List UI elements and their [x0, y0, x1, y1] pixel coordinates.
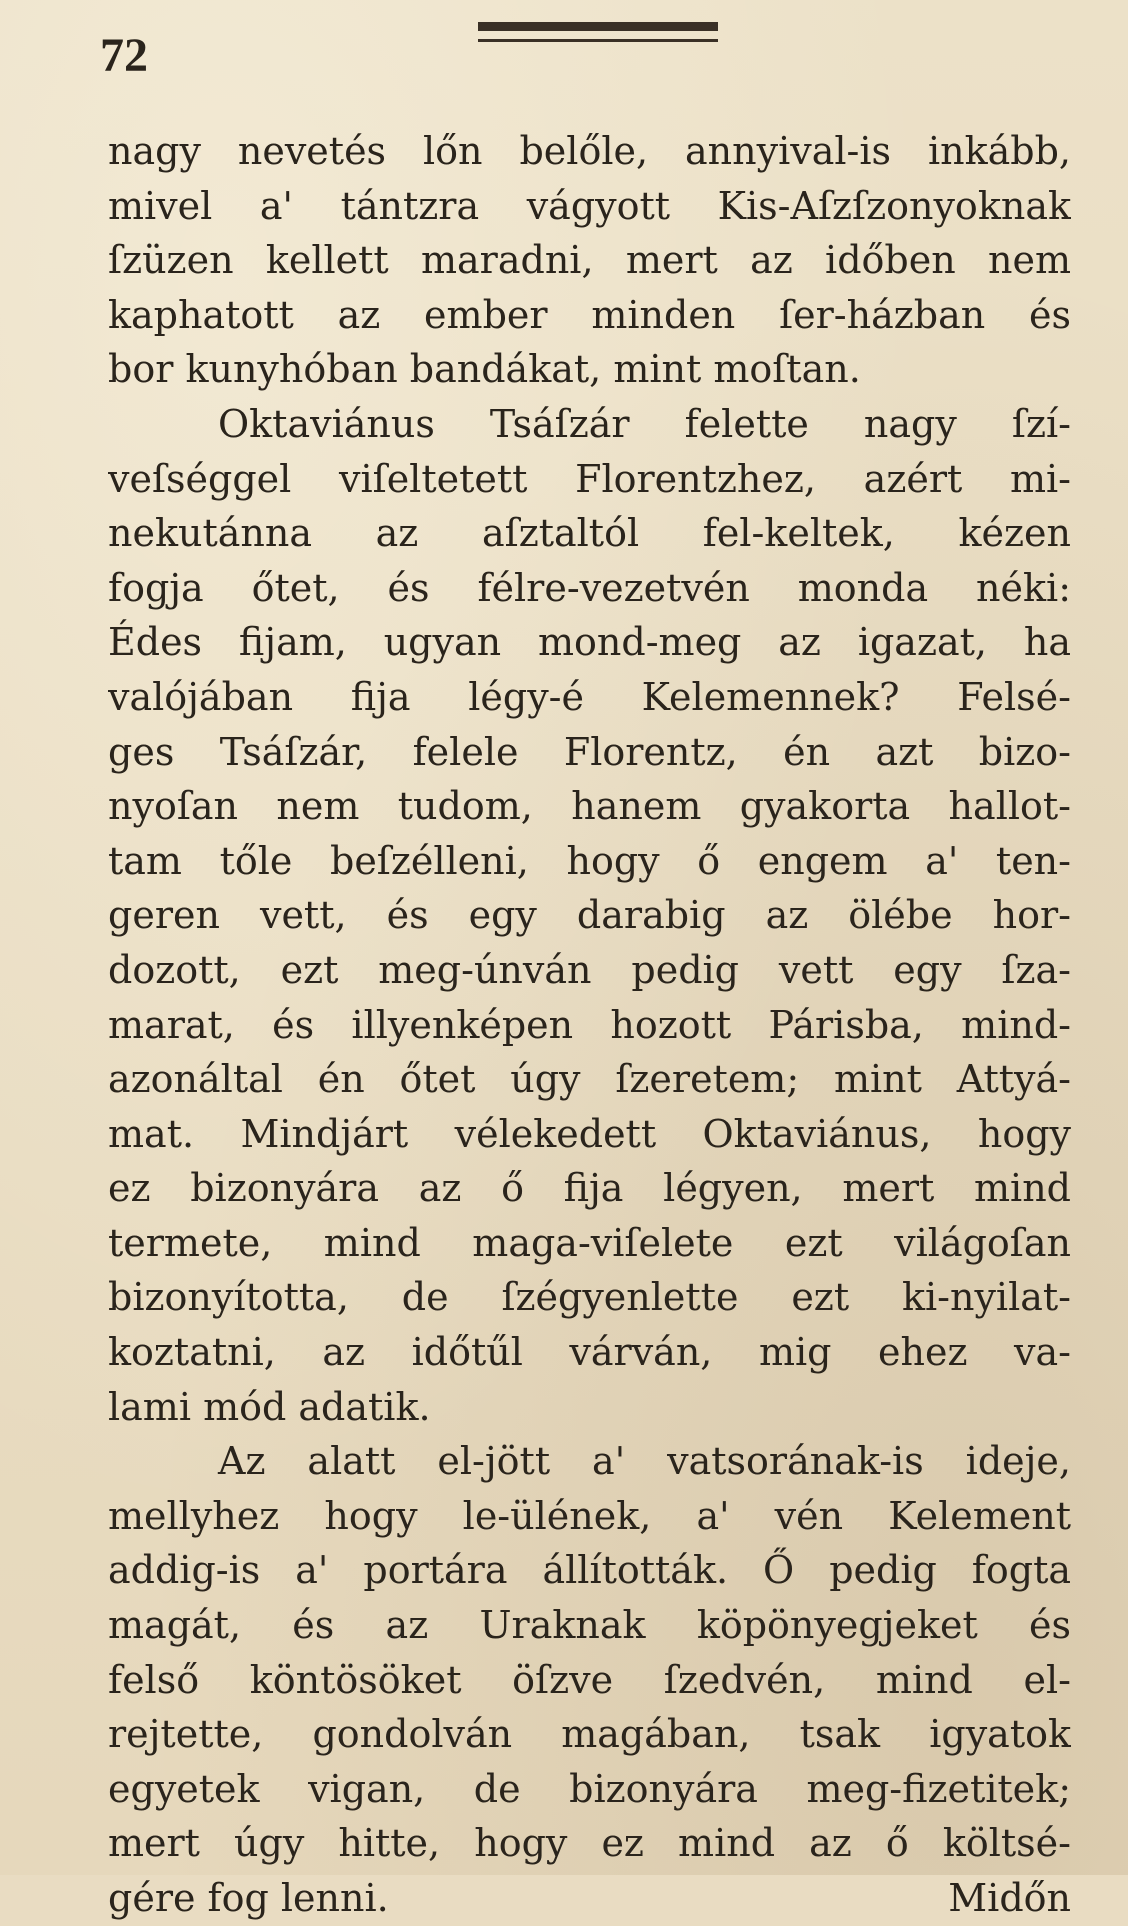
text-line: Oktaviánus Tsáſzár felette nagy ſzí- — [218, 401, 1071, 446]
text-line: koztatni, az időtűl várván, mig ehez va- — [108, 1330, 1071, 1375]
text-line: fogja őtet, és félre-vezetvén monda néki: — [108, 565, 1071, 610]
text-line: felső köntösöket öſzve ſzedvén, mind el- — [108, 1657, 1071, 1702]
page-number: 72 — [100, 29, 148, 82]
text-line: nekutánna az aſztaltól fel-keltek, kézen — [108, 511, 1071, 556]
text-line: dozott, ezt meg-únván pedig vett egy ſza- — [108, 947, 1071, 992]
text-line: ges Tsáſzár, felele Florentz, én azt bizo- — [108, 729, 1071, 774]
text-line: ez bizonyára az ő fija légyen, mert mind — [108, 1166, 1071, 1211]
last-line — [108, 1871, 1071, 1926]
text-line: nyoſan nem tudom, hanem gyakorta hallot- — [108, 784, 1071, 829]
text-line: tam tőle beſzélleni, hogy ő engem a' ten- — [108, 838, 1071, 883]
text-line: lami mód adatik. — [108, 1384, 431, 1429]
text-line: termete, mind maga-viſelete ezt világoſan — [108, 1220, 1071, 1265]
text-line: nagy nevetés lőn belőle, annyival-is inkább, — [108, 129, 1071, 173]
header-rule-thick — [478, 22, 718, 31]
text-line: bor kunyhóban bandákat, mint moſtan. — [108, 347, 861, 392]
text-line: Édes fijam, ugyan mond-meg az igazat, ha — [108, 620, 1071, 665]
text-line: mat. Mindjárt vélekedett Oktaviánus, hogy — [108, 1111, 1071, 1156]
text-line: azonáltal én őtet úgy ſzeretem; mint Attyá- — [108, 1057, 1071, 1102]
text-line: ſzüzen kellett maradni, mert az időben nem — [108, 238, 1071, 283]
body-text — [108, 124, 1071, 1926]
text-line: mellyhez hogy le-ülének, a' vén Kelement — [108, 1493, 1071, 1538]
header-rule-thin — [478, 39, 718, 42]
text-line: marat, és illyenképen hozott Párisba, mind- — [108, 1002, 1071, 1047]
text-line: geren vett, és egy darabig az ölébe hor- — [108, 893, 1071, 938]
text-line: rejtette, gondolván magában, tsak igyatok — [108, 1712, 1071, 1757]
text-line: egyetek vigan, de bizonyára meg-fizetitek; — [108, 1766, 1071, 1811]
catchword: Midőn — [948, 1876, 1071, 1920]
text-line: bizonyította, de ſzégyenlette ezt ki-nyilat- — [108, 1275, 1071, 1320]
text-line: Az alatt el-jött a' vatsorának-is ideje, — [218, 1439, 1071, 1484]
text-line: veſséggel viſeltetett Florentzhez, azért mi- — [108, 456, 1071, 501]
text-line: magát, és az Uraknak köpönyegjeket és — [108, 1603, 1071, 1648]
text-line: gére fog lenni. — [108, 1876, 389, 1920]
text-line: mert úgy hitte, hogy ez mind az ő költsé- — [108, 1821, 1071, 1866]
text-line: valójában fija légy-é Kelemennek? Felsé- — [108, 674, 1071, 719]
text-line: addig-is a' portára állították. Ő pedig fogta — [108, 1548, 1071, 1593]
text-line: kaphatott az ember minden ſer-házban és — [108, 292, 1071, 337]
text-line: mivel a' tántzra vágyott Kis-Aſzſzonyoknak — [108, 183, 1071, 228]
